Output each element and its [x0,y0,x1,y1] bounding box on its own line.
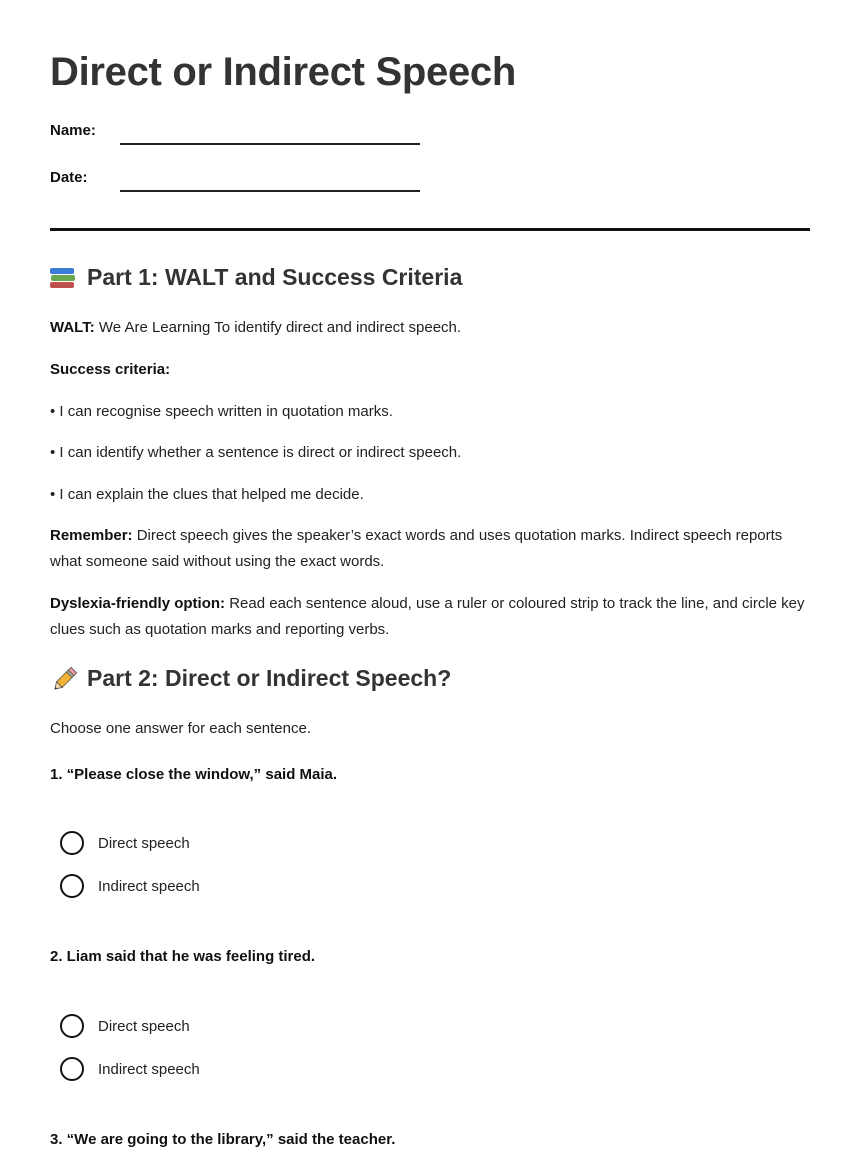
name-label: Name: [50,122,96,139]
page-title: Direct or Indirect Speech [50,50,516,94]
criteria-item: • I can recognise speech written in quotation marks. [50,403,393,420]
radio-button[interactable] [60,831,84,855]
date-label: Date: [50,169,88,186]
walt-label: WALT: [50,319,95,336]
q1-option-direct[interactable] [60,831,190,855]
date-field[interactable] [120,190,420,192]
criteria-item: • I can identify whether a sentence is direct or indirect speech. [50,444,462,461]
part1-heading [50,264,462,291]
q2-option-indirect[interactable] [60,1057,200,1081]
section-divider [50,228,810,231]
instruction-text: Choose one answer for each sentence. [50,720,311,737]
remember-label: Remember: [50,527,133,544]
question-3: 3. “We are going to the library,” said the teacher. [50,1131,396,1148]
part1-heading-text: Part 1: WALT and Success Criteria [87,264,463,290]
option-label: Direct speech [98,1017,190,1035]
question-2: 2. Liam said that he was feeling tired. [50,948,316,965]
walt-text [50,315,810,341]
radio-button[interactable] [60,1014,84,1038]
option-label: Direct speech [98,834,190,852]
name-field[interactable] [120,143,420,145]
radio-button[interactable] [60,874,84,898]
pencil-icon [50,666,76,692]
q1-option-indirect[interactable] [60,874,200,898]
success-criteria-label [50,357,810,383]
dyslexia-label: Dyslexia-friendly option: [50,595,226,612]
dyslexia-body: Read each sentence aloud, use a ruler or coloured strip to track the line, and circle key clues such as quotation marks and reporting verbs. [50,595,805,638]
q2-option-direct[interactable] [60,1014,190,1038]
criteria-item: • I can explain the clues that helped me decide. [50,486,364,503]
part2-heading [50,665,451,692]
remember-note [50,523,810,575]
walt-body: We Are Learning To identify direct and indirect speech. [94,319,462,336]
books-icon [50,267,76,289]
option-label: Indirect speech [98,1060,200,1078]
part2-heading-text: Part 2: Direct or Indirect Speech? [87,665,452,691]
success-criteria-label-text: Success criteria: [50,361,171,378]
remember-body: Direct speech gives the speaker’s exact words and uses quotation marks. Indirect speech reports what someone said without using the exact words. [50,527,783,570]
radio-button[interactable] [60,1057,84,1081]
dyslexia-note [50,591,810,643]
option-label: Indirect speech [98,877,200,895]
question-1: 1. “Please close the window,” said Maia. [50,766,338,783]
